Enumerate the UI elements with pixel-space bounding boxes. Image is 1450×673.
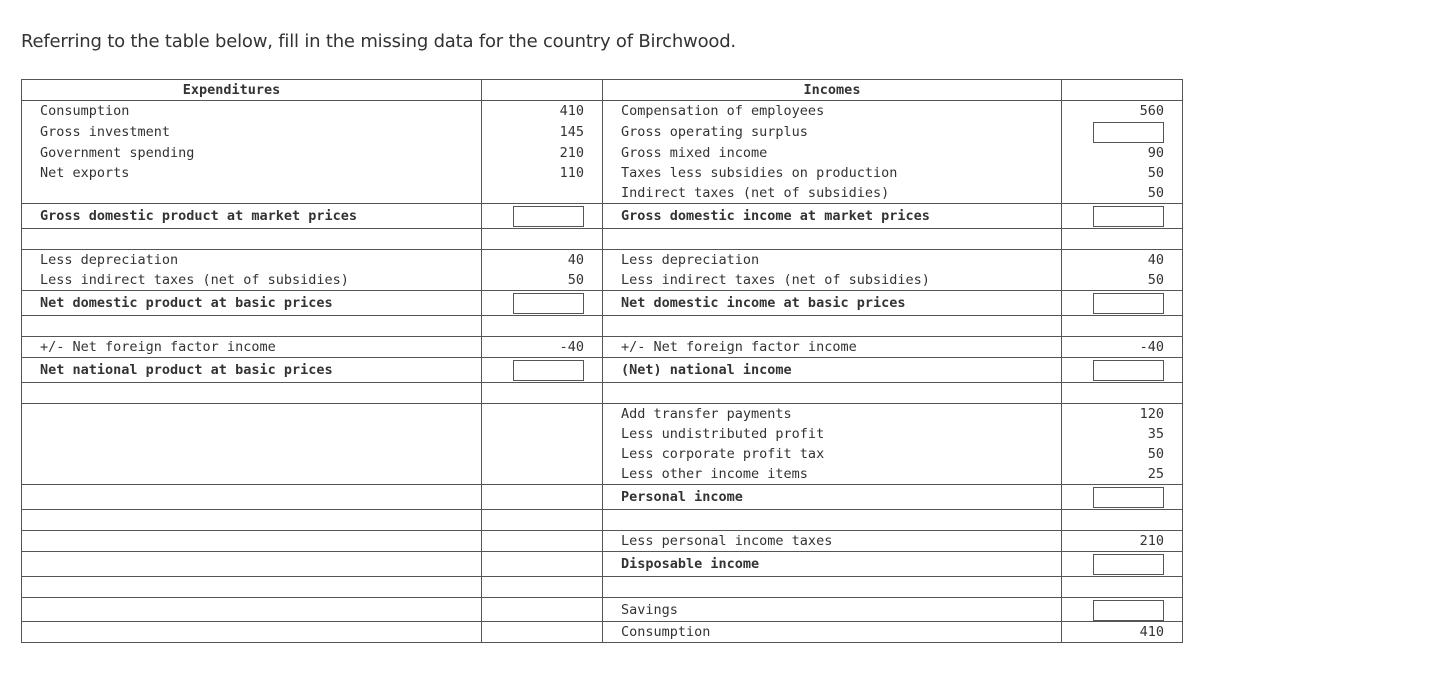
table-row [22, 404, 1183, 425]
blank-cell [22, 577, 482, 598]
blank-cell [482, 229, 603, 250]
income-answer-cell [1062, 485, 1183, 510]
income-label: (Net) national income [603, 358, 1062, 383]
expenditure-label: Net national product at basic prices [22, 358, 482, 383]
income-value: 560 [1062, 101, 1183, 122]
expenditure-value [482, 464, 603, 485]
expenditure-value: 50 [482, 270, 603, 291]
income-label: Gross operating surplus [603, 121, 1062, 143]
income-value: 410 [1062, 622, 1183, 643]
expenditure-label: Net exports [22, 163, 482, 183]
expenditure-value [482, 598, 603, 622]
income-answer-input[interactable] [1093, 293, 1164, 314]
blank-cell [1062, 316, 1183, 337]
expenditure-label: Consumption [22, 101, 482, 122]
income-answer-cell [1062, 291, 1183, 316]
expenditure-label [22, 598, 482, 622]
header-spacer [482, 80, 603, 101]
income-label: Less personal income taxes [603, 531, 1062, 552]
expenditure-value [482, 424, 603, 444]
expenditure-value: 110 [482, 163, 603, 183]
income-label: Net domestic income at basic prices [603, 291, 1062, 316]
blank-cell [482, 577, 603, 598]
blank-cell [482, 383, 603, 404]
income-label: +/- Net foreign factor income [603, 337, 1062, 358]
expenditure-label [22, 531, 482, 552]
expenditure-value [482, 622, 603, 643]
income-answer-input[interactable] [1093, 206, 1164, 227]
incomes-header: Incomes [603, 80, 1062, 101]
table-row [22, 383, 1183, 404]
table-row [22, 143, 1183, 163]
blank-cell [603, 229, 1062, 250]
income-value: 50 [1062, 163, 1183, 183]
expenditure-value: 145 [482, 121, 603, 143]
income-answer-input[interactable] [1093, 360, 1164, 381]
expenditure-value: 410 [482, 101, 603, 122]
expenditure-label: Net domestic product at basic prices [22, 291, 482, 316]
blank-cell [22, 510, 482, 531]
income-label: Add transfer payments [603, 404, 1062, 425]
income-value: 50 [1062, 444, 1183, 464]
table-row [22, 552, 1183, 577]
table-row [22, 101, 1183, 122]
blank-cell [1062, 510, 1183, 531]
blank-cell [603, 316, 1062, 337]
blank-cell [482, 510, 603, 531]
table-row [22, 622, 1183, 643]
income-label: Gross mixed income [603, 143, 1062, 163]
expenditure-answer-cell [482, 291, 603, 316]
expenditure-answer-input[interactable] [513, 206, 584, 227]
income-answer-cell [1062, 552, 1183, 577]
table-row [22, 424, 1183, 444]
expenditure-value: 40 [482, 250, 603, 271]
income-answer-cell [1062, 121, 1183, 143]
expenditure-label [22, 622, 482, 643]
blank-cell [1062, 229, 1183, 250]
blank-cell [482, 316, 603, 337]
income-value: 50 [1062, 270, 1183, 291]
expenditure-value [482, 444, 603, 464]
income-value: 25 [1062, 464, 1183, 485]
expenditure-value [482, 531, 603, 552]
income-value: 120 [1062, 404, 1183, 425]
expenditure-label [22, 404, 482, 425]
question-prompt: Referring to the table below, fill in the missing data for the country of Birchwood. [21, 31, 736, 52]
income-label: Less depreciation [603, 250, 1062, 271]
blank-cell [603, 383, 1062, 404]
expenditure-label: Gross domestic product at market prices [22, 204, 482, 229]
expenditure-answer-input[interactable] [513, 293, 584, 314]
expenditure-label [22, 464, 482, 485]
income-label: Disposable income [603, 552, 1062, 577]
income-answer-cell [1062, 358, 1183, 383]
expenditure-answer-cell [482, 358, 603, 383]
expenditures-header: Expenditures [22, 80, 482, 101]
income-answer-input[interactable] [1093, 600, 1164, 621]
expenditure-value [482, 552, 603, 577]
income-answer-cell [1062, 204, 1183, 229]
header-spacer [1062, 80, 1183, 101]
income-value: 50 [1062, 183, 1183, 204]
income-label: Less corporate profit tax [603, 444, 1062, 464]
expenditure-value [482, 183, 603, 204]
table-row [22, 229, 1183, 250]
expenditure-value [482, 485, 603, 510]
income-value: -40 [1062, 337, 1183, 358]
expenditure-label [22, 485, 482, 510]
income-value: 40 [1062, 250, 1183, 271]
table-row [22, 316, 1183, 337]
blank-cell [22, 316, 482, 337]
table-row [22, 577, 1183, 598]
income-label: Savings [603, 598, 1062, 622]
expenditure-label: Gross investment [22, 121, 482, 143]
blank-cell [22, 383, 482, 404]
table-row [22, 250, 1183, 271]
expenditure-value: -40 [482, 337, 603, 358]
expenditure-answer-cell [482, 204, 603, 229]
table-row [22, 598, 1183, 622]
income-answer-input[interactable] [1093, 487, 1164, 508]
blank-cell [1062, 383, 1183, 404]
table-row [22, 337, 1183, 358]
table-row [22, 121, 1183, 143]
table-row [22, 183, 1183, 204]
table-row [22, 163, 1183, 183]
income-label: Less indirect taxes (net of subsidies) [603, 270, 1062, 291]
table-row [22, 204, 1183, 229]
income-label: Less other income items [603, 464, 1062, 485]
blank-cell [1062, 577, 1183, 598]
income-answer-cell [1062, 598, 1183, 622]
table-row [22, 291, 1183, 316]
national-accounts-table [21, 79, 1183, 643]
income-label: Taxes less subsidies on production [603, 163, 1062, 183]
table-row [22, 80, 1183, 101]
income-value: 90 [1062, 143, 1183, 163]
expenditure-value: 210 [482, 143, 603, 163]
income-label: Consumption [603, 622, 1062, 643]
table-row [22, 270, 1183, 291]
expenditure-label [22, 552, 482, 577]
blank-cell [603, 510, 1062, 531]
table-row [22, 510, 1183, 531]
expenditure-label [22, 444, 482, 464]
table-row [22, 444, 1183, 464]
expenditure-label [22, 183, 482, 204]
income-label: Personal income [603, 485, 1062, 510]
income-label: Indirect taxes (net of subsidies) [603, 183, 1062, 204]
expenditure-label [22, 424, 482, 444]
blank-cell [22, 229, 482, 250]
table-row [22, 531, 1183, 552]
blank-cell [603, 577, 1062, 598]
expenditure-value [482, 404, 603, 425]
expenditure-label: +/- Net foreign factor income [22, 337, 482, 358]
income-label: Less undistributed profit [603, 424, 1062, 444]
table-row [22, 485, 1183, 510]
table-row [22, 358, 1183, 383]
income-value: 35 [1062, 424, 1183, 444]
expenditure-label: Less depreciation [22, 250, 482, 271]
expenditure-label: Less indirect taxes (net of subsidies) [22, 270, 482, 291]
income-label: Compensation of employees [603, 101, 1062, 122]
expenditure-label: Government spending [22, 143, 482, 163]
income-label: Gross domestic income at market prices [603, 204, 1062, 229]
table-row [22, 464, 1183, 485]
income-value: 210 [1062, 531, 1183, 552]
income-answer-input[interactable] [1093, 122, 1164, 143]
income-answer-input[interactable] [1093, 554, 1164, 575]
expenditure-answer-input[interactable] [513, 360, 584, 381]
